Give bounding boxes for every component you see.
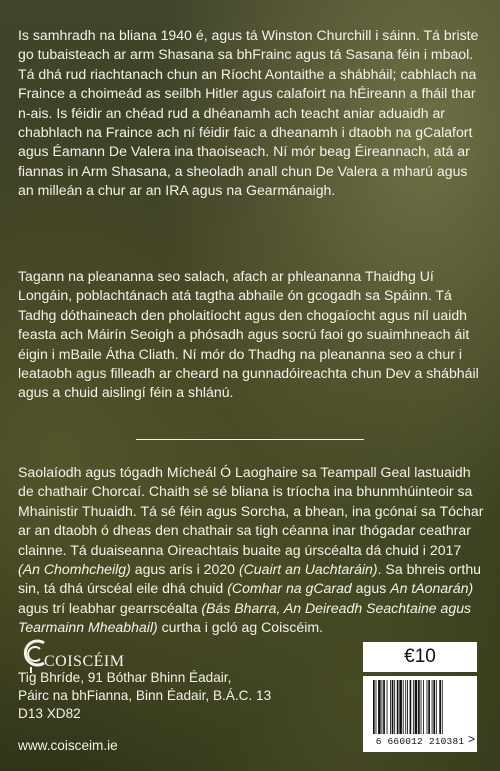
bio-text: Saolaíodh agus tógadh Mícheál Ó Laoghaire sa Teampall Geal lastuaidh de chathair Chorcaí. Chaith sé sé bliana is tríocha ina bhunmhúinteoir sa Mhainistir Thuaidh. Tá sé féin agus Sorcha, a bhean, ina gcónaí sa Tóchar ar an dtaobh ó dheas den chathair sa tigh céanna inar thógadar ceathrar clainne. Tá duaiseanna Oireachtais buaite ag úrscéalta dá chuid i 2017 <box>18 464 484 558</box>
barcode-bar <box>394 680 395 734</box>
barcode-bar <box>390 680 391 734</box>
bio-text: agus <box>351 580 391 597</box>
bio-text: agus arís i 2020 <box>130 561 239 578</box>
bio-text: curtha i gcló ag Coiscéim. <box>157 619 323 636</box>
barcode-bar <box>410 680 412 734</box>
barcode-bar <box>405 680 406 734</box>
blurb-paragraph-1: Is samhradh na bliana 1940 é, agus tá Winston Churchill i sáinn. Tá briste go tubaisteach ar arm Shasana sa bhFrainc agus tá Sasana féin i mbaol. Tá dhá rud riachtanach chun an Ríocht Aontaithe a shábháil; cabhlach na Fraince a choimeád as seilbh Hitler agus calafoirt na hÉireann a fháil thar n-ais. Is féidir an chéad rud a dhéanamh ach teacht aniar aduaidh ar chabhlach na Fraince ach ní féidir faic a dheanamh i dtaobh na gCalafort agus Éamann De Valera ina thaoiseach. Ní mór beag Éireannach, atá ar fiannas in Arm Shasana, a sheoladh anall chun De Valera a mharú agus an milleán a chur ar an IRA agus na Gearmánaigh. <box>18 27 479 199</box>
barcode-bar <box>376 680 377 734</box>
bio-book-title: An tAonarán) <box>390 580 474 597</box>
barcode-bar <box>397 680 399 734</box>
barcode-bar <box>428 680 430 734</box>
barcode-bar <box>403 680 404 734</box>
barcode-bar <box>413 680 414 734</box>
bio-book-title: (Cuairt an Uachtaráin) <box>238 561 378 578</box>
publisher-address-line-3: D13 XD82 <box>18 706 81 721</box>
barcode-bar <box>418 680 420 734</box>
barcode-arrow: > <box>467 732 475 746</box>
bio-text: agus trí leabhar gearrscéalta <box>18 599 202 616</box>
barcode-bar <box>432 680 433 734</box>
barcode-bar <box>407 680 408 734</box>
bio-book-title: (Bás Bharra, An Deireadh Seachtaine agus Tearmainn Mheabhail) <box>18 599 472 636</box>
barcode-bar <box>399 680 402 734</box>
barcode-bars-icon <box>373 680 467 734</box>
section-divider <box>136 439 364 440</box>
price-value: €10 <box>404 646 436 667</box>
barcode <box>363 676 477 752</box>
barcode-bar <box>378 680 381 734</box>
publisher-name: COISCÉIM <box>44 653 125 670</box>
barcode-bar <box>373 680 375 734</box>
barcode-bar <box>415 680 418 734</box>
barcode-bar <box>383 680 385 734</box>
barcode-bar <box>427 680 428 734</box>
price-label <box>363 642 477 672</box>
bio-book-title: (An Chomhcheilg) <box>18 561 131 578</box>
publisher-website: www.coisceim.ie <box>18 738 118 753</box>
barcode-bar <box>421 680 422 734</box>
publisher-address-line-2: Páirc na bhFianna, Binn Éadair, B.Á.C. 13 <box>18 688 272 703</box>
bio-book-title: (Comhar na gCarad <box>227 580 352 597</box>
author-bio <box>18 463 484 638</box>
barcode-bar <box>392 680 394 734</box>
bio-text: . Sa bhreis orthu sin, tá dhá úrscéal eile dhá chuid <box>18 561 482 597</box>
barcode-bar <box>382 680 383 734</box>
barcode-bar <box>436 680 437 734</box>
barcode-bar <box>433 680 435 734</box>
barcode-bar <box>442 680 443 734</box>
barcode-digits: 6 660012 210381 <box>375 736 465 747</box>
barcode-bar <box>423 680 424 734</box>
publisher-address-line-1: Tig Bhríde, 91 Bóthar Bhinn Éadair, <box>18 670 232 685</box>
barcode-bar <box>387 680 388 734</box>
blurb-paragraph-2: Tagann na pleananna seo salach, afach ar phleananna Thaidhg Uí Longáin, poblachtánach atá tagtha abhaile ón gcogadh sa Spáinn. Tá Tadhg dóthaineach den pholaitíocht agus den chogaíocht agus níl uaidh feasta ach Máirín Seoigh a phósadh agus socrú faoi go suaimhneach áit éigin i mBaile Átha Cliath. Ní mór do Thadhg na pleananna seo a chur i leataobh agus filleadh ar cheard na gunnadóireachta chun Dev a shábháil agus a chuid aislingí féin a shlánú. <box>18 268 479 401</box>
barcode-bar <box>439 680 441 734</box>
